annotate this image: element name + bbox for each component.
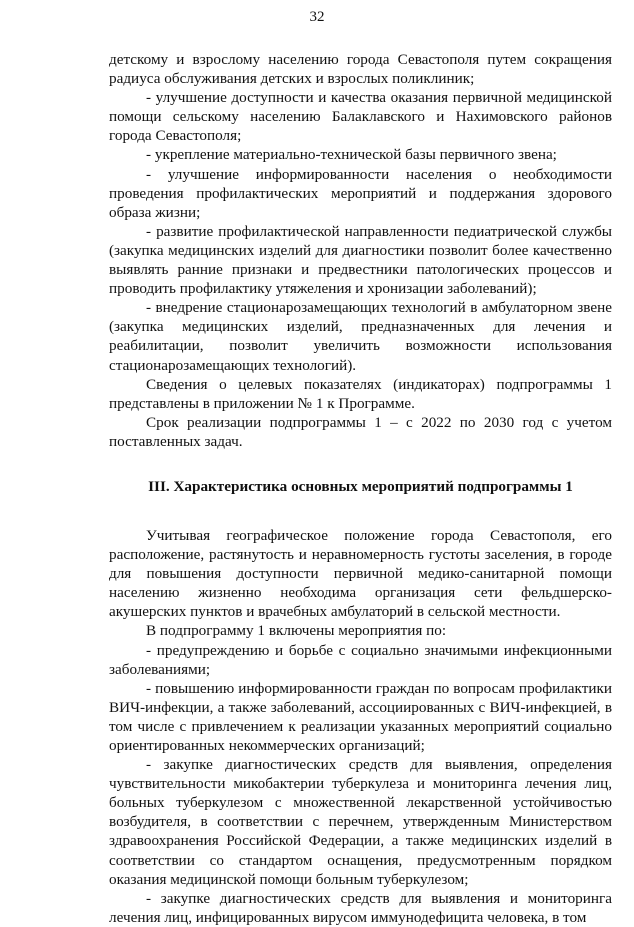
page-body — [109, 50, 612, 927]
bullet-item: - предупреждению и борьбе с социально значимыми инфекционными заболеваниями; — [109, 641, 612, 678]
paragraph: детскому и взрослому населению города Севастополя путем сокращения радиуса обслуживания детских и взрослых поликлиник; — [109, 51, 612, 88]
bullet-item: - укрепление материально-технической базы первичного звена; — [146, 146, 557, 164]
bullet-item: - закупке диагностических средств для выявления, определения чувствительности микобактерии туберкулеза и мониторинга лечения лиц, больных туберкулезом с множественной лекарственной устойчивостью возбудителя, в соответствии с перечнем, утвержденным Министерством здравоохранения Российской Федерации, а также медицинских изделий в соответствии со стандартом оснащения, предусмотренным порядком оказания медицинской помощи больным туберкулезом; — [109, 756, 612, 888]
paragraph: Сведения о целевых показателях (индикаторах) подпрограммы 1 представлены в приложении № 1 к Программе. — [109, 375, 612, 412]
bullet-item: - улучшение информированности населения о необходимости проведения профилактических мероприятий и поддержания здорового образа жизни; — [109, 165, 612, 221]
page-number: 32 — [309, 9, 325, 25]
bullet-item: - внедрение стационарозамещающих технологий в амбулаторном звене (закупка медицинских изделий, предназначенных для лечения и реабилитации, позволит увеличить возможности использования стационарозамещающих технологий). — [109, 299, 612, 374]
bullet-item: - закупке диагностических средств для выявления и мониторинга лечения лиц, инфицированных вирусом иммунодефицита человека, в том — [109, 889, 612, 926]
bullet-item: - развитие профилактической направленности педиатрической службы (закупка медицинских изделий для диагностики позволит более качественно выявлять ранние признаки и предвестники патологических процессов и проводить профилактику утяжеления и хронизации заболеваний); — [109, 222, 612, 298]
section-heading: III. Характеристика основных мероприятий подпрограммы 1 — [148, 477, 573, 495]
paragraph: Учитывая географическое положение города Севастополя, его расположение, растянутость и неравномерность густоты заселения, в городе для повышения доступности первичной медико-санитарной помощи населению жизненно необходима организация сети фельдшерско-акушерских пунктов и врачебных амбулаторий в сельской местности. — [109, 526, 612, 621]
bullet-item: - улучшение доступности и качества оказания первичной медицинской помощи сельскому населению Балаклавского и Нахимовского районов города Севастополя; — [109, 89, 612, 145]
paragraph: В подпрограмму 1 включены мероприятия по: — [146, 622, 447, 640]
bullet-item: - повышению информированности граждан по вопросам профилактики ВИЧ-инфекции, а также заболеваний, ассоциированных с ВИЧ-инфекцией, в том числе с привлечением к реализации указанных мероприятий социально ориентированных некоммерческих организаций; — [109, 679, 612, 754]
paragraph: Срок реализации подпрограммы 1 – с 2022 по 2030 год с учетом поставленных задач. — [109, 413, 612, 450]
